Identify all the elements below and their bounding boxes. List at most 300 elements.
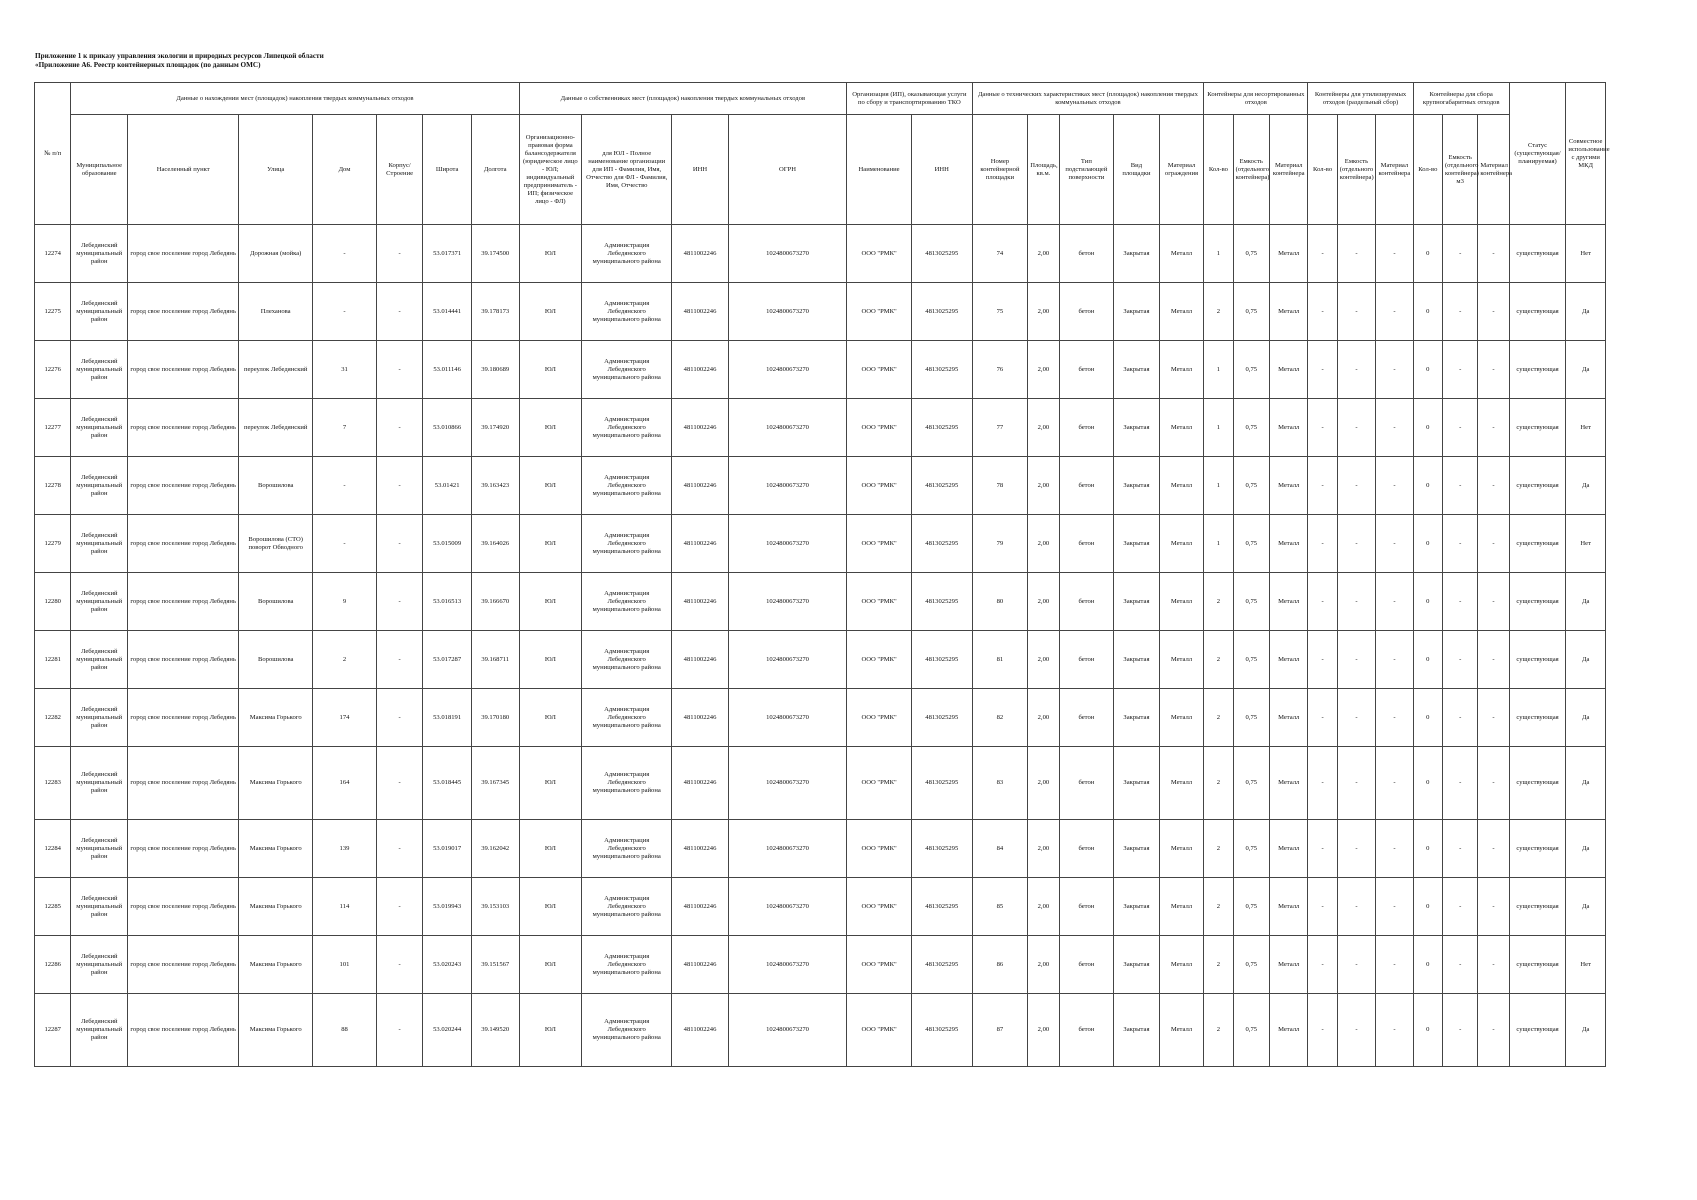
cell-bulky-material: - xyxy=(1478,283,1509,341)
cell-recycle-count: - xyxy=(1308,457,1337,515)
cell-fence-material: Металл xyxy=(1159,747,1204,820)
cell-owner-inn: 4811002246 xyxy=(672,341,729,399)
cell-area: 2,00 xyxy=(1028,283,1059,341)
cell-settlement: город свое поселение город Лебедянь xyxy=(128,283,239,341)
cell-recycle-count: - xyxy=(1308,747,1337,820)
table-row xyxy=(35,878,1606,936)
cell-recycle-count: - xyxy=(1308,225,1337,283)
cell-recycle-material: - xyxy=(1376,515,1413,573)
cell-unsorted-capacity: 0,75 xyxy=(1233,457,1269,515)
cell-recycle-count: - xyxy=(1308,878,1337,936)
cell-street: Максима Горького xyxy=(239,820,313,878)
group-recyclable-header: Контейнеры для утилизируемых отходов (раздельный сбор) xyxy=(1308,83,1413,115)
cell-owner-inn: 4811002246 xyxy=(672,689,729,747)
cell-bulky-material: - xyxy=(1478,225,1509,283)
cell-unsorted-material: Металл xyxy=(1269,994,1307,1067)
cell-owner-ogrn: 1024800673270 xyxy=(728,820,846,878)
cell-shared-use: Да xyxy=(1566,878,1606,936)
cell-owner-inn: 4811002246 xyxy=(672,878,729,936)
table-body xyxy=(35,225,1606,1067)
cell-municipality: Лебедянский муниципальный район xyxy=(71,820,128,878)
cell-longitude: 39.174500 xyxy=(471,225,519,283)
title-line-2: «Приложение А6. Реестр контейнерных площадок (по данным ОМС) xyxy=(35,61,261,69)
cell-carrier-name: ООО "РМК" xyxy=(847,689,912,747)
cell-carrier-inn: 4813025295 xyxy=(911,631,972,689)
cell-unsorted-count: 2 xyxy=(1204,994,1233,1067)
cell-legal-form: ЮЛ xyxy=(519,878,582,936)
cell-shared-use: Да xyxy=(1566,341,1606,399)
cell-unsorted-count: 2 xyxy=(1204,573,1233,631)
cell-status: существующая xyxy=(1509,820,1566,878)
table-header xyxy=(35,83,1610,225)
cell-bulky-capacity: - xyxy=(1442,747,1477,820)
cell-recycle-capacity: - xyxy=(1337,515,1375,573)
cell-bulky-capacity: - xyxy=(1442,878,1477,936)
cell-pad-type: Закрытая xyxy=(1114,631,1160,689)
cell-row-number: 12279 xyxy=(35,515,71,573)
cell-building: - xyxy=(376,399,423,457)
cell-owner-inn: 4811002246 xyxy=(672,747,729,820)
cell-longitude: 39.168711 xyxy=(471,631,519,689)
cell-fence-material: Металл xyxy=(1159,573,1204,631)
table-row xyxy=(35,515,1606,573)
cell-longitude: 39.178173 xyxy=(471,283,519,341)
cell-settlement: город свое поселение город Лебедянь xyxy=(128,631,239,689)
cell-recycle-material: - xyxy=(1376,878,1413,936)
cell-row-number: 12274 xyxy=(35,225,71,283)
cell-owner-ogrn: 1024800673270 xyxy=(728,283,846,341)
cell-unsorted-count: 2 xyxy=(1204,631,1233,689)
cell-recycle-capacity: - xyxy=(1337,820,1375,878)
cell-row-number: 12285 xyxy=(35,878,71,936)
cell-municipality: Лебедянский муниципальный район xyxy=(71,878,128,936)
cell-surface: бетон xyxy=(1059,341,1114,399)
cell-latitude: 53.020243 xyxy=(423,936,472,994)
cell-owner-name: Администрация Лебедянского муниципального района xyxy=(582,936,672,994)
cell-owner-ogrn: 1024800673270 xyxy=(728,747,846,820)
cell-municipality: Лебедянский муниципальный район xyxy=(71,515,128,573)
cell-latitude: 53.017371 xyxy=(423,225,472,283)
cell-owner-inn: 4811002246 xyxy=(672,399,729,457)
cell-bulky-count: 0 xyxy=(1413,994,1442,1067)
cell-bulky-count: 0 xyxy=(1413,225,1442,283)
cell-fence-material: Металл xyxy=(1159,283,1204,341)
cell-recycle-material: - xyxy=(1376,341,1413,399)
cell-settlement: город свое поселение город Лебедянь xyxy=(128,457,239,515)
title-line-1: Приложение 1 к приказу управления экологии и природных ресурсов Липецкой области xyxy=(35,52,324,60)
cell-street: переулок Лебедянский xyxy=(239,341,313,399)
cell-unsorted-count: 2 xyxy=(1204,820,1233,878)
col-area-header: Площадь, кв.м. xyxy=(1028,115,1059,225)
table-row xyxy=(35,457,1606,515)
cell-unsorted-material: Металл xyxy=(1269,515,1307,573)
cell-unsorted-count: 2 xyxy=(1204,878,1233,936)
cell-street: переулок Лебедянский xyxy=(239,399,313,457)
cell-longitude: 39.164026 xyxy=(471,515,519,573)
col-bulky-material-header: Материал контейнера xyxy=(1478,115,1509,225)
table-row xyxy=(35,631,1606,689)
cell-house: 7 xyxy=(313,399,377,457)
cell-bulky-material: - xyxy=(1478,689,1509,747)
cell-unsorted-count: 2 xyxy=(1204,936,1233,994)
cell-carrier-name: ООО "РМК" xyxy=(847,225,912,283)
cell-carrier-name: ООО "РМК" xyxy=(847,341,912,399)
cell-house: 164 xyxy=(313,747,377,820)
col-owner-name-header: для ЮЛ - Полное наименование организации для ИП - Фамилия, Имя, Отчество для ФЛ - Фамилия, Имя, Отчество xyxy=(582,115,672,225)
cell-status: существующая xyxy=(1509,747,1566,820)
cell-carrier-inn: 4813025295 xyxy=(911,515,972,573)
cell-settlement: город свое поселение город Лебедянь xyxy=(128,225,239,283)
cell-bulky-material: - xyxy=(1478,399,1509,457)
cell-settlement: город свое поселение город Лебедянь xyxy=(128,994,239,1067)
cell-recycle-count: - xyxy=(1308,399,1337,457)
cell-owner-inn: 4811002246 xyxy=(672,457,729,515)
cell-recycle-count: - xyxy=(1308,573,1337,631)
col-latitude-header: Широта xyxy=(423,115,472,225)
cell-municipality: Лебедянский муниципальный район xyxy=(71,689,128,747)
cell-settlement: город свое поселение город Лебедянь xyxy=(128,936,239,994)
cell-area: 2,00 xyxy=(1028,878,1059,936)
cell-owner-ogrn: 1024800673270 xyxy=(728,994,846,1067)
cell-bulky-capacity: - xyxy=(1442,457,1477,515)
group-carrier-header: Организация (ИП), оказывающая услуги по сбору и транспортированию ТКО xyxy=(847,83,972,115)
cell-pad-type: Закрытая xyxy=(1114,283,1160,341)
cell-recycle-material: - xyxy=(1376,225,1413,283)
cell-bulky-capacity: - xyxy=(1442,994,1477,1067)
cell-owner-name: Администрация Лебедянского муниципального района xyxy=(582,878,672,936)
cell-recycle-material: - xyxy=(1376,994,1413,1067)
cell-area: 2,00 xyxy=(1028,457,1059,515)
cell-fence-material: Металл xyxy=(1159,225,1204,283)
cell-settlement: город свое поселение город Лебедянь xyxy=(128,515,239,573)
cell-shared-use: Да xyxy=(1566,689,1606,747)
cell-bulky-capacity: - xyxy=(1442,341,1477,399)
cell-legal-form: ЮЛ xyxy=(519,225,582,283)
cell-row-number: 12276 xyxy=(35,341,71,399)
cell-settlement: город свое поселение город Лебедянь xyxy=(128,747,239,820)
cell-recycle-material: - xyxy=(1376,631,1413,689)
cell-recycle-count: - xyxy=(1308,631,1337,689)
cell-recycle-count: - xyxy=(1308,341,1337,399)
cell-longitude: 39.180689 xyxy=(471,341,519,399)
group-technical-header: Данные о технических характеристиках мест (площадок) накопления твердых коммунальных отходов xyxy=(972,83,1204,115)
cell-street: Ворошилова xyxy=(239,631,313,689)
col-status-header: Статус (существующая/ планируемая) xyxy=(1509,83,1566,225)
cell-street: Дорожная (мойка) xyxy=(239,225,313,283)
cell-recycle-material: - xyxy=(1376,936,1413,994)
cell-bulky-count: 0 xyxy=(1413,689,1442,747)
cell-carrier-name: ООО "РМК" xyxy=(847,631,912,689)
cell-row-number: 12282 xyxy=(35,689,71,747)
cell-row-number: 12287 xyxy=(35,994,71,1067)
cell-latitude: 53.011146 xyxy=(423,341,472,399)
cell-fence-material: Металл xyxy=(1159,820,1204,878)
cell-owner-name: Администрация Лебедянского муниципального района xyxy=(582,573,672,631)
cell-carrier-name: ООО "РМК" xyxy=(847,878,912,936)
cell-status: существующая xyxy=(1509,994,1566,1067)
cell-status: существующая xyxy=(1509,457,1566,515)
cell-legal-form: ЮЛ xyxy=(519,341,582,399)
cell-owner-name: Администрация Лебедянского муниципального района xyxy=(582,631,672,689)
cell-building: - xyxy=(376,631,423,689)
cell-status: существующая xyxy=(1509,515,1566,573)
cell-latitude: 53.010866 xyxy=(423,399,472,457)
cell-unsorted-count: 1 xyxy=(1204,341,1233,399)
cell-owner-inn: 4811002246 xyxy=(672,631,729,689)
cell-building: - xyxy=(376,820,423,878)
cell-owner-name: Администрация Лебедянского муниципального района xyxy=(582,283,672,341)
cell-owner-ogrn: 1024800673270 xyxy=(728,936,846,994)
cell-settlement: город свое поселение город Лебедянь xyxy=(128,878,239,936)
cell-area: 2,00 xyxy=(1028,747,1059,820)
cell-unsorted-count: 1 xyxy=(1204,515,1233,573)
col-unsorted-material-header: Материал контейнера xyxy=(1269,115,1307,225)
cell-area: 2,00 xyxy=(1028,515,1059,573)
cell-row-number: 12286 xyxy=(35,936,71,994)
cell-carrier-inn: 4813025295 xyxy=(911,225,972,283)
cell-municipality: Лебедянский муниципальный район xyxy=(71,631,128,689)
cell-building: - xyxy=(376,515,423,573)
cell-status: существующая xyxy=(1509,573,1566,631)
col-settlement-header: Населенный пункт xyxy=(128,115,239,225)
document-title xyxy=(35,52,324,70)
cell-recycle-count: - xyxy=(1308,283,1337,341)
cell-longitude: 39.174920 xyxy=(471,399,519,457)
cell-area: 2,00 xyxy=(1028,399,1059,457)
cell-carrier-inn: 4813025295 xyxy=(911,747,972,820)
cell-unsorted-material: Металл xyxy=(1269,936,1307,994)
cell-pad-type: Закрытая xyxy=(1114,878,1160,936)
cell-bulky-material: - xyxy=(1478,631,1509,689)
cell-unsorted-count: 1 xyxy=(1204,457,1233,515)
cell-unsorted-capacity: 0,75 xyxy=(1233,689,1269,747)
cell-pad-number: 82 xyxy=(972,689,1028,747)
cell-area: 2,00 xyxy=(1028,341,1059,399)
cell-surface: бетон xyxy=(1059,747,1114,820)
cell-row-number: 12284 xyxy=(35,820,71,878)
cell-shared-use: Да xyxy=(1566,747,1606,820)
cell-house: - xyxy=(313,283,377,341)
cell-pad-number: 87 xyxy=(972,994,1028,1067)
cell-owner-name: Администрация Лебедянского муниципального района xyxy=(582,225,672,283)
cell-unsorted-material: Металл xyxy=(1269,631,1307,689)
cell-row-number: 12281 xyxy=(35,631,71,689)
cell-recycle-capacity: - xyxy=(1337,747,1375,820)
cell-latitude: 53.019943 xyxy=(423,878,472,936)
col-unsorted-count-header: Кол-во xyxy=(1204,115,1233,225)
cell-recycle-count: - xyxy=(1308,515,1337,573)
cell-pad-number: 75 xyxy=(972,283,1028,341)
cell-bulky-capacity: - xyxy=(1442,820,1477,878)
cell-pad-number: 80 xyxy=(972,573,1028,631)
cell-municipality: Лебедянский муниципальный район xyxy=(71,225,128,283)
cell-bulky-capacity: - xyxy=(1442,399,1477,457)
cell-surface: бетон xyxy=(1059,399,1114,457)
cell-bulky-material: - xyxy=(1478,820,1509,878)
cell-row-number: 12278 xyxy=(35,457,71,515)
cell-surface: бетон xyxy=(1059,936,1114,994)
cell-pad-type: Закрытая xyxy=(1114,515,1160,573)
table-row xyxy=(35,936,1606,994)
cell-fence-material: Металл xyxy=(1159,878,1204,936)
cell-street: Максима Горького xyxy=(239,878,313,936)
cell-street: Ворошилова xyxy=(239,457,313,515)
cell-unsorted-capacity: 0,75 xyxy=(1233,631,1269,689)
cell-surface: бетон xyxy=(1059,283,1114,341)
cell-recycle-material: - xyxy=(1376,573,1413,631)
cell-owner-ogrn: 1024800673270 xyxy=(728,225,846,283)
cell-unsorted-count: 1 xyxy=(1204,225,1233,283)
cell-area: 2,00 xyxy=(1028,631,1059,689)
cell-legal-form: ЮЛ xyxy=(519,457,582,515)
cell-bulky-material: - xyxy=(1478,936,1509,994)
cell-street: Максима Горького xyxy=(239,689,313,747)
cell-recycle-capacity: - xyxy=(1337,936,1375,994)
cell-bulky-material: - xyxy=(1478,341,1509,399)
cell-area: 2,00 xyxy=(1028,820,1059,878)
cell-pad-type: Закрытая xyxy=(1114,936,1160,994)
cell-owner-ogrn: 1024800673270 xyxy=(728,515,846,573)
cell-street: Плеханова xyxy=(239,283,313,341)
cell-carrier-inn: 4813025295 xyxy=(911,878,972,936)
cell-legal-form: ЮЛ xyxy=(519,283,582,341)
cell-bulky-capacity: - xyxy=(1442,283,1477,341)
cell-pad-number: 76 xyxy=(972,341,1028,399)
cell-legal-form: ЮЛ xyxy=(519,689,582,747)
cell-pad-type: Закрытая xyxy=(1114,225,1160,283)
col-fence-material-header: Материал ограждения xyxy=(1159,115,1204,225)
cell-street: Ворошилова xyxy=(239,573,313,631)
cell-recycle-capacity: - xyxy=(1337,878,1375,936)
cell-unsorted-count: 1 xyxy=(1204,399,1233,457)
cell-surface: бетон xyxy=(1059,631,1114,689)
cell-row-number: 12275 xyxy=(35,283,71,341)
cell-unsorted-capacity: 0,75 xyxy=(1233,994,1269,1067)
col-house-header: Дом xyxy=(313,115,377,225)
cell-unsorted-material: Металл xyxy=(1269,457,1307,515)
col-recycle-material-header: Материал контейнера xyxy=(1376,115,1413,225)
cell-row-number: 12283 xyxy=(35,747,71,820)
cell-carrier-name: ООО "РМК" xyxy=(847,515,912,573)
cell-unsorted-capacity: 0,75 xyxy=(1233,936,1269,994)
group-bulky-header: Контейнеры для сбора крупногабаритных отходов xyxy=(1413,83,1509,115)
cell-unsorted-capacity: 0,75 xyxy=(1233,341,1269,399)
cell-unsorted-capacity: 0,75 xyxy=(1233,747,1269,820)
cell-status: существующая xyxy=(1509,341,1566,399)
cell-shared-use: Нет xyxy=(1566,515,1606,573)
col-longitude-header: Долгота xyxy=(471,115,519,225)
cell-bulky-capacity: - xyxy=(1442,936,1477,994)
cell-street: Максима Горького xyxy=(239,994,313,1067)
cell-settlement: город свое поселение город Лебедянь xyxy=(128,399,239,457)
cell-fence-material: Металл xyxy=(1159,457,1204,515)
cell-recycle-material: - xyxy=(1376,820,1413,878)
cell-bulky-count: 0 xyxy=(1413,747,1442,820)
cell-latitude: 53.017287 xyxy=(423,631,472,689)
cell-surface: бетон xyxy=(1059,820,1114,878)
col-recycle-capacity-header: Емкость (отдельного контейнера) xyxy=(1337,115,1375,225)
cell-area: 2,00 xyxy=(1028,573,1059,631)
cell-unsorted-capacity: 0,75 xyxy=(1233,225,1269,283)
cell-bulky-count: 0 xyxy=(1413,878,1442,936)
cell-shared-use: Да xyxy=(1566,457,1606,515)
cell-owner-name: Администрация Лебедянского муниципального района xyxy=(582,747,672,820)
cell-latitude: 53.018445 xyxy=(423,747,472,820)
col-building-header: Корпус/Строение xyxy=(376,115,423,225)
cell-carrier-name: ООО "РМК" xyxy=(847,936,912,994)
col-municipality-header: Муниципальное образование xyxy=(71,115,128,225)
cell-municipality: Лебедянский муниципальный район xyxy=(71,283,128,341)
cell-house: 101 xyxy=(313,936,377,994)
cell-latitude: 53.014441 xyxy=(423,283,472,341)
cell-status: существующая xyxy=(1509,399,1566,457)
cell-building: - xyxy=(376,283,423,341)
cell-legal-form: ЮЛ xyxy=(519,994,582,1067)
cell-latitude: 53.018191 xyxy=(423,689,472,747)
cell-bulky-count: 0 xyxy=(1413,341,1442,399)
cell-status: существующая xyxy=(1509,878,1566,936)
cell-fence-material: Металл xyxy=(1159,936,1204,994)
cell-fence-material: Металл xyxy=(1159,631,1204,689)
cell-shared-use: Да xyxy=(1566,631,1606,689)
cell-carrier-inn: 4813025295 xyxy=(911,936,972,994)
cell-building: - xyxy=(376,341,423,399)
cell-area: 2,00 xyxy=(1028,994,1059,1067)
cell-owner-inn: 4811002246 xyxy=(672,515,729,573)
cell-bulky-material: - xyxy=(1478,747,1509,820)
group-location-header: Данные о нахождении мест (площадок) накопления твердых коммунальных отходов xyxy=(71,83,519,115)
cell-pad-type: Закрытая xyxy=(1114,689,1160,747)
cell-municipality: Лебедянский муниципальный район xyxy=(71,936,128,994)
cell-pad-type: Закрытая xyxy=(1114,573,1160,631)
cell-area: 2,00 xyxy=(1028,936,1059,994)
cell-carrier-name: ООО "РМК" xyxy=(847,457,912,515)
cell-unsorted-count: 2 xyxy=(1204,283,1233,341)
col-bulky-count-header: Кол-во xyxy=(1413,115,1442,225)
cell-house: - xyxy=(313,515,377,573)
cell-bulky-capacity: - xyxy=(1442,225,1477,283)
cell-carrier-name: ООО "РМК" xyxy=(847,820,912,878)
table-row xyxy=(35,283,1606,341)
cell-house: 114 xyxy=(313,878,377,936)
cell-municipality: Лебедянский муниципальный район xyxy=(71,747,128,820)
cell-owner-inn: 4811002246 xyxy=(672,820,729,878)
cell-bulky-material: - xyxy=(1478,878,1509,936)
cell-owner-name: Администрация Лебедянского муниципального района xyxy=(582,515,672,573)
cell-unsorted-count: 2 xyxy=(1204,747,1233,820)
cell-carrier-name: ООО "РМК" xyxy=(847,994,912,1067)
cell-recycle-capacity: - xyxy=(1337,689,1375,747)
cell-fence-material: Металл xyxy=(1159,689,1204,747)
cell-house: 9 xyxy=(313,573,377,631)
cell-fence-material: Металл xyxy=(1159,994,1204,1067)
cell-recycle-capacity: - xyxy=(1337,994,1375,1067)
cell-legal-form: ЮЛ xyxy=(519,399,582,457)
cell-building: - xyxy=(376,225,423,283)
table-row xyxy=(35,820,1606,878)
cell-carrier-name: ООО "РМК" xyxy=(847,399,912,457)
cell-pad-number: 86 xyxy=(972,936,1028,994)
cell-house: 31 xyxy=(313,341,377,399)
cell-municipality: Лебедянский муниципальный район xyxy=(71,399,128,457)
cell-carrier-inn: 4813025295 xyxy=(911,399,972,457)
cell-legal-form: ЮЛ xyxy=(519,631,582,689)
cell-bulky-capacity: - xyxy=(1442,689,1477,747)
cell-unsorted-capacity: 0,75 xyxy=(1233,820,1269,878)
table-row xyxy=(35,573,1606,631)
cell-carrier-inn: 4813025295 xyxy=(911,820,972,878)
cell-recycle-capacity: - xyxy=(1337,283,1375,341)
